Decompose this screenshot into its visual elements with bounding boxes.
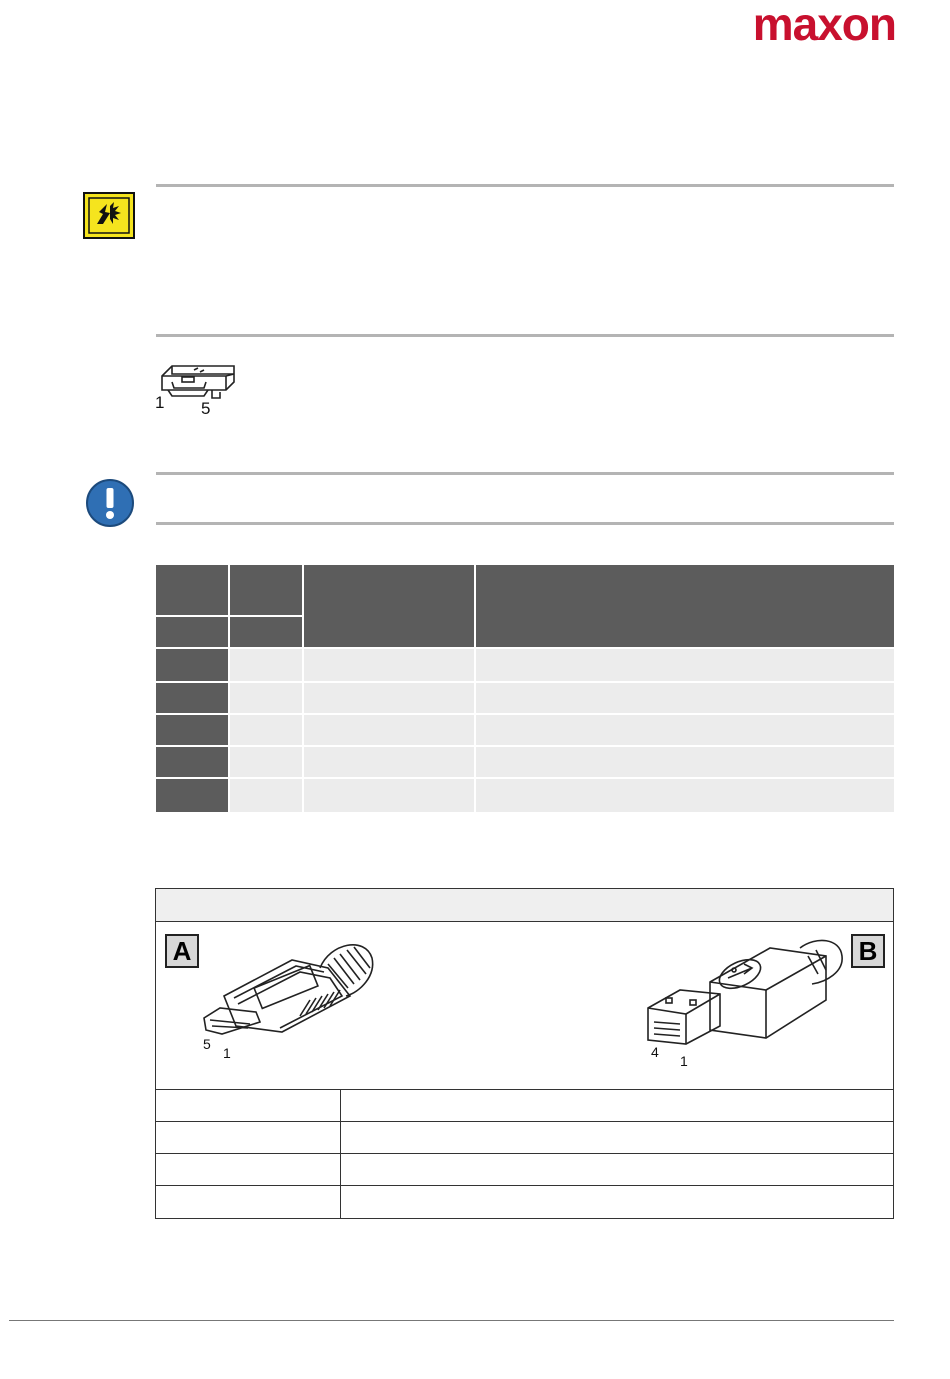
table-header-col2-sub (230, 617, 302, 647)
row-cell (476, 779, 894, 812)
row-key-cell (156, 715, 228, 745)
cable-figure (156, 922, 893, 1088)
row-cell (304, 715, 474, 745)
row-cell (304, 649, 474, 681)
maxon-logo (696, 0, 896, 50)
esd-warning-icon (83, 192, 135, 239)
row-cell (230, 683, 302, 713)
warning-bottom-rule (156, 334, 894, 337)
table-row (156, 683, 894, 713)
row-cell (230, 779, 302, 812)
table-row (156, 1121, 893, 1154)
table-row (156, 1153, 893, 1186)
table-header-col1-top (156, 565, 228, 615)
table-row (156, 649, 894, 681)
info-bottom-rule (156, 522, 894, 525)
cable-table-title (156, 889, 893, 922)
table-header-col2-top (230, 565, 302, 615)
plug-a-pin-5-label: 5 (203, 1036, 211, 1052)
table-row (156, 779, 894, 812)
row-cell (230, 715, 302, 745)
plug-a-pin-1-label: 1 (223, 1045, 231, 1061)
row-cell (230, 747, 302, 777)
logo-text: maxon (752, 0, 896, 50)
plug-b-pin-4-label: 4 (651, 1044, 659, 1060)
table-header-col3 (304, 565, 474, 647)
row-key-cell (156, 683, 228, 713)
table-header-col4 (476, 565, 894, 647)
table-row (156, 1089, 893, 1122)
row-cell (304, 683, 474, 713)
row-cell (304, 747, 474, 777)
row-cell (476, 747, 894, 777)
row-key-cell (156, 779, 228, 812)
row-key-cell (156, 649, 228, 681)
row-cell (230, 649, 302, 681)
table-header-col1-sub (156, 617, 228, 647)
warning-top-rule (156, 184, 894, 187)
usb-cable-table (155, 888, 894, 1219)
table-row (156, 747, 894, 777)
footer-rule (9, 1320, 894, 1321)
plug-b-pin-1-label: 1 (680, 1053, 688, 1069)
micro-usb-plug-icon (200, 938, 390, 1050)
pin-assignment-table (156, 565, 894, 812)
plug-b-label: B (851, 934, 885, 968)
usb-micro-socket-icon (154, 360, 244, 418)
table-row (156, 1185, 893, 1219)
row-key-cell (156, 747, 228, 777)
socket-pin-5-label: 5 (201, 399, 211, 418)
table-row (156, 715, 894, 745)
exclamation-info-icon (85, 478, 135, 528)
usb-a-plug-icon (640, 930, 850, 1054)
row-cell (304, 779, 474, 812)
row-cell (476, 683, 894, 713)
plug-a-label: A (165, 934, 199, 968)
socket-pin-1-label: 1 (155, 393, 165, 412)
row-cell (476, 649, 894, 681)
row-cell (476, 715, 894, 745)
info-top-rule (156, 472, 894, 475)
